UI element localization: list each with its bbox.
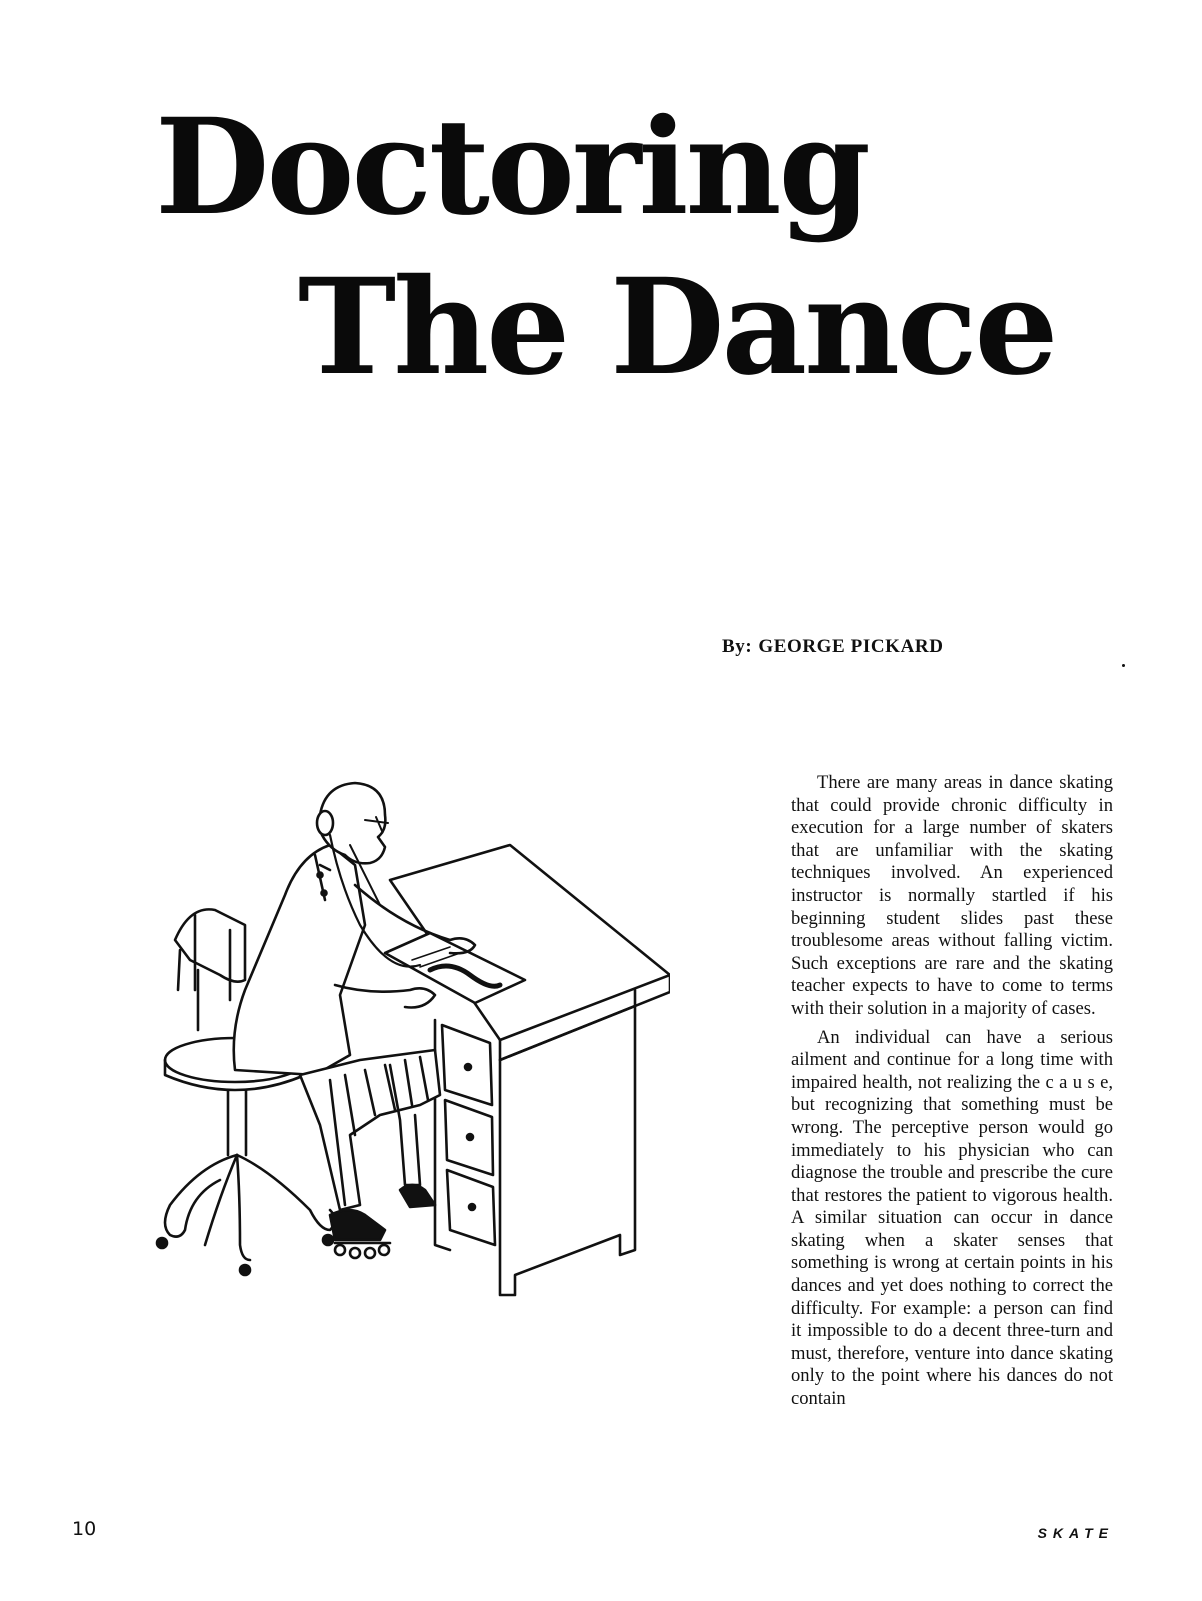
doctor-at-desk-illustration (150, 775, 670, 1315)
byline (722, 636, 944, 658)
article-paragraph-2: An individual can have a serious ailment and continue for a long time with impaired health, not realizing the c a u s e, but recognizing that something must be wrong. The perceptive person would go immediately to his physician who can diagnose the trouble and prescribe the cure that restores the patient to vigorous health. A similar situation can occur in dance skating when a skater senses that something is wrong at certain points in his dances and yet does nothing to correct the difficulty. For example: a person can find it impossible to do a decent three-turn and must, therefore, venture into dance skating only to the point where his dances do not contain (791, 1026, 1113, 1410)
article-body (791, 772, 1113, 1417)
print-speck (1122, 664, 1125, 667)
article-title-line-2: The Dance (298, 250, 1056, 405)
page-number: 10 (72, 1518, 97, 1540)
magazine-name: SKATE (1037, 1525, 1114, 1541)
article-paragraph-1: There are many areas in dance skating that could provide chronic difficulty in execution for a large number of skaters that are unfamiliar with the skating techniques involved. An experienced instructor is normally startled if his beginning student slides past these troublesome areas without falling victim. Such exceptions are rare and the skating teacher expects to have to come to terms with their solution in a majority of cases. (791, 772, 1113, 1019)
byline-author: GEORGE PICKARD (758, 636, 944, 657)
article-title-line-1: Doctoring (155, 90, 868, 245)
byline-prefix: By: (722, 636, 753, 657)
